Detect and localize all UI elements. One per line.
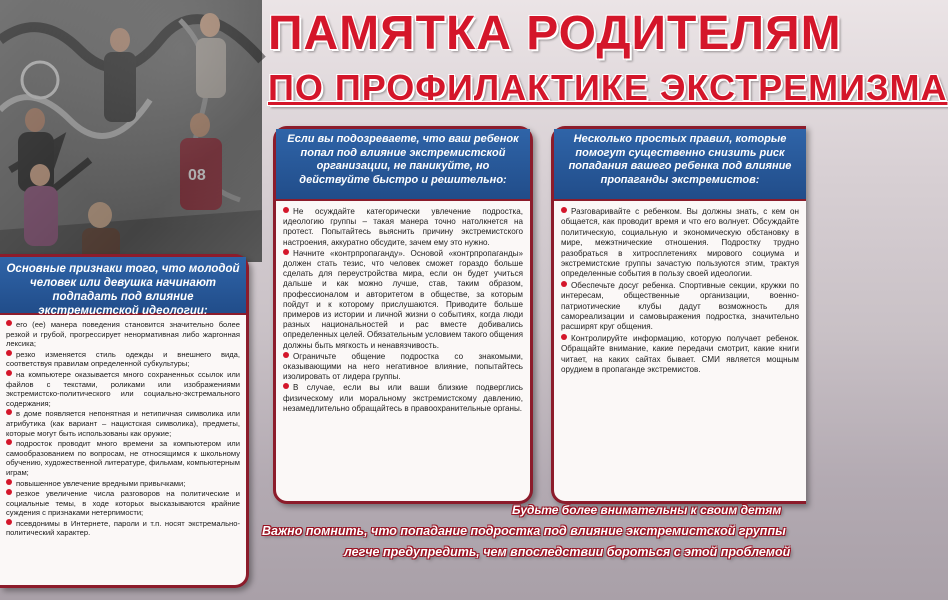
bullet-icon (6, 409, 12, 415)
signs-list (0, 315, 246, 538)
actions-panel (273, 126, 533, 504)
list-item: резко изменяется стиль одежды и внешнего вида, соответствуя правилам определенной субкультуры; (6, 349, 240, 369)
list-item: Не осуждайте категорически увлечение подростка, идеологию группы – такая манера точно натолкнется на протест. Попытайтесь выяснить причину экстремистского настроения, аккуратно обсудите, зачем ему это нужно. (283, 207, 523, 247)
rules-panel-heading: Несколько простых правил, которые помогут существенно снизить риск попадания вашего ребенка под влияние пропаганды экстремистов: (554, 129, 806, 201)
bullet-icon (283, 207, 289, 213)
bullet-icon (6, 519, 12, 525)
list-item: подросток проводит много времени за компьютером или самообразованием по вопросам, не относящимся к школьному обучению, художественной литературе, фильмам, компьютерным играм; (6, 439, 240, 477)
list-item: повышенное увлечение вредными привычками; (6, 479, 240, 489)
list-item: Обеспечьте досуг ребенка. Спортивные секции, кружки по интересам, общественные организации, военно-патриотические клубы дадут возможность для самореализации и самовыражения подростка, значительно расширят круг общения. (561, 280, 799, 332)
bullet-icon (6, 489, 12, 495)
rules-list (554, 201, 806, 376)
bullet-icon (6, 350, 12, 356)
bullet-icon (283, 383, 289, 389)
list-item: в доме появляется непонятная и нетипичная символика или атрибутика (как вариант – нацистская символика), предметы, которые могут быть использованы как оружие; (6, 409, 240, 438)
bullet-icon (6, 479, 12, 485)
teenagers-photo (0, 0, 262, 262)
bullet-icon (6, 370, 12, 376)
bullet-icon (283, 352, 289, 358)
poster-subtitle: ПО ПРОФИЛАКТИКЕ ЭКСТРЕМИЗМА (268, 67, 948, 108)
bullet-icon (561, 207, 567, 213)
poster-title: ПАМЯТКА РОДИТЕЛЯМ (268, 7, 842, 60)
footer-slogan: Будьте более внимательны к своим детям (512, 503, 782, 517)
list-item: резкое увеличение числа разговоров на политические и социальные темы, в ходе которых высказываются крайние суждения с признаками нетерпимости; (6, 489, 240, 518)
footer-note-line2: легче предупредить, чем впоследствии бороться с этой проблемой (344, 545, 791, 559)
list-item: его (ее) манера поведения становится значительно более резкой и грубой, прогрессирует ненормативная либо жаргонная лексика; (6, 320, 240, 349)
footer-note-line1: Важно помнить, что попадание подростка под влияние экстремистской группы (262, 524, 786, 538)
list-item: Контролируйте информацию, которую получает ребенок. Обращайте внимание, какие передачи смотрит, какие книги читает, на каких сайтах бывает. СМИ является мощным орудием в пропаганде экстремистов. (561, 333, 799, 375)
rules-panel (551, 126, 806, 504)
jersey-number: 08 (188, 167, 206, 184)
list-item: псевдонимы в Интернете, пароли и т.п. носят экстремально-политический характер. (6, 518, 240, 538)
actions-panel-heading: Если вы подозреваете, что ваш ребенок попал под влияние экстремистской организации, не паникуйте, но действуйте быстро и решительно: (276, 129, 530, 201)
list-item: Разговаривайте с ребенком. Вы должны знать, с кем он общается, как проводит время и что его волнует. Обсуждайте политическую, социальную и экономическую обстановку в мире, межэтнические отношения. Подростку трудно разобраться в хитросплетениях мирового социума и экстремистские группы зачастую пользуются этим, трактуя определенные события в пользу своей идеологии. (561, 207, 799, 279)
list-item: на компьютере оказывается много сохраненных ссылок или файлов с текстами, роликами или изображениями экстремистско-политического или социально-экстремального содержания; (6, 369, 240, 408)
bullet-icon (6, 439, 12, 445)
list-item: Начните «контрпропаганду». Основой «контрпропаганды» должен стать тезис, что человек сможет гораздо больше сделать для переустройства мира, если он будет учиться дальше и как можно лучше, став, таким образом, профессионалом и авторитетом в обществе, за которым пойдут и к которому прислушаются. Приводите больше примеров из истории и личной жизни о событиях, когда люди разных национальностей и рас вместе добивались определенных целей. Обязательным условием такого общения должны быть мягкость и ненавязчивость. (283, 248, 523, 350)
bullet-icon (6, 320, 12, 326)
list-item: В случае, если вы или ваши близкие подверглись физическому или моральному экстремистскому давлению, незамедлительно обращайтесь в правоохранительные органы. (283, 383, 523, 413)
bullet-icon (561, 334, 567, 340)
bullet-icon (561, 281, 567, 287)
graffiti-wall-image (0, 0, 262, 262)
signs-panel-heading: Основные признаки того, что молодой человек или девушка начинают подпадать под влияние экстремистской идеологии: (0, 257, 246, 315)
signs-panel (0, 254, 249, 588)
list-item: Ограничьте общение подростка со знакомыми, оказывающими на него негативное влияние, попытайтесь изолировать от лидера группы. (283, 351, 523, 382)
bullet-icon (283, 249, 289, 255)
actions-list (276, 201, 530, 414)
